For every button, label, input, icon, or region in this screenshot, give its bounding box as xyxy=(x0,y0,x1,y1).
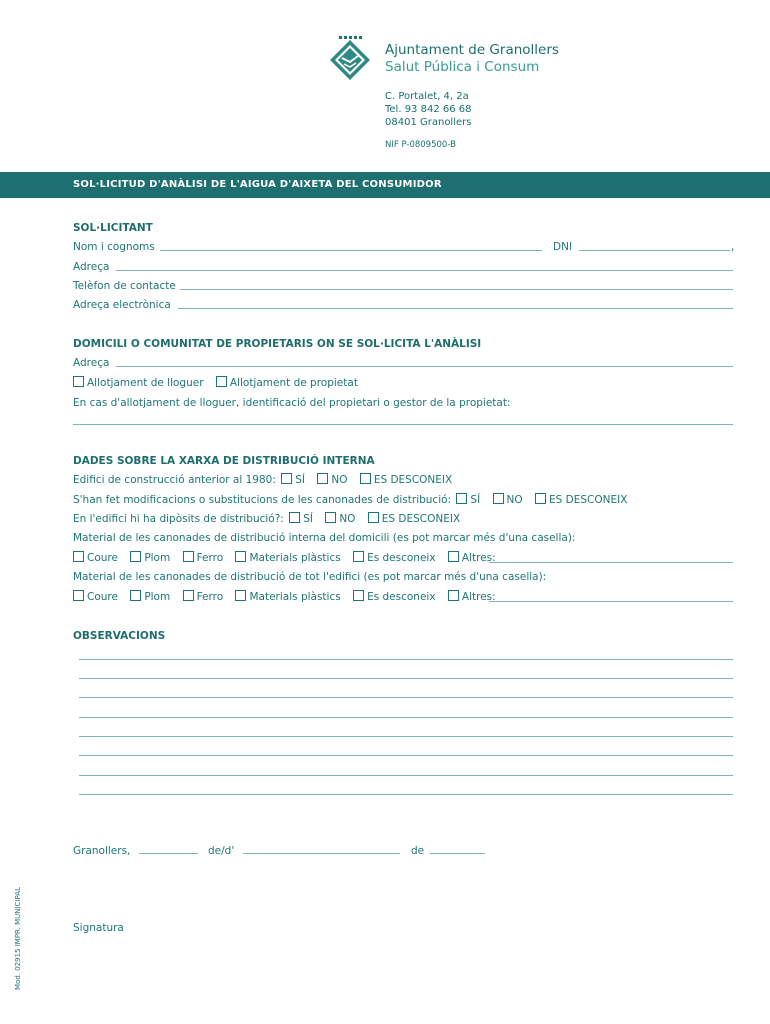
building-unknown-label: Es desconeix xyxy=(367,591,436,603)
email-label: Adreça electrònica xyxy=(73,299,171,311)
q3-yes-label: SÍ xyxy=(303,513,313,525)
building-other-checkbox[interactable] xyxy=(448,590,459,601)
place-label: Granollers, xyxy=(73,845,131,857)
observations-line[interactable] xyxy=(79,755,733,756)
q1-unknown-checkbox[interactable] xyxy=(360,473,371,484)
day-field[interactable] xyxy=(139,853,198,854)
postal-line: 08401 Granollers xyxy=(385,117,472,128)
name-field[interactable] xyxy=(160,250,542,251)
of-month-label: de/d' xyxy=(208,845,235,857)
address-label: Adreça xyxy=(73,261,110,273)
address-line: C. Portalet, 4, 2a xyxy=(385,91,469,102)
q3-no-checkbox[interactable] xyxy=(325,512,336,523)
q3-unknown-label: ES DESCONEIX xyxy=(381,513,461,525)
form-title: SOL·LICITUD D'ANÀLISI DE L'AIGUA D'AIXETA DEL CONSUMIDOR xyxy=(73,179,442,190)
home-iron-checkbox[interactable] xyxy=(183,551,194,562)
building-other-label: Altres: xyxy=(461,591,496,603)
rental-checkbox[interactable] xyxy=(73,376,84,387)
q3-no-label: NO xyxy=(339,513,356,525)
building-plastic-checkbox[interactable] xyxy=(235,590,246,601)
q2-label: S'han fet modificacions o substitucions de les canonades de distribució: xyxy=(73,494,452,506)
material-building-label: Material de les canonades de distribució de tot l'edifici (es pot marcar més d'una casella): xyxy=(73,571,547,583)
q2-unknown-label: ES DESCONEIX xyxy=(549,494,628,506)
coat-of-arms-logo xyxy=(330,36,370,82)
q2-no-label: NO xyxy=(506,494,523,506)
q1-no-label: NO xyxy=(331,474,348,486)
network-heading: DADES SOBRE LA XARXA DE DISTRIBUCIÓ INTERNA xyxy=(73,455,375,467)
observations-heading: OBSERVACIONS xyxy=(73,630,166,642)
home-other-checkbox[interactable] xyxy=(448,551,459,562)
department-name: Salut Pública i Consum xyxy=(385,59,540,75)
tenure-options xyxy=(73,376,358,389)
observations-line[interactable] xyxy=(79,775,733,776)
q1-yes-checkbox[interactable] xyxy=(281,473,292,484)
observations-line[interactable] xyxy=(79,697,733,698)
q3-label: En l'edifici hi ha dipòsits de distribució?: xyxy=(73,513,284,525)
building-iron-label: Ferro xyxy=(196,591,224,603)
observations-line[interactable] xyxy=(79,794,733,795)
building-iron-checkbox[interactable] xyxy=(183,590,194,601)
q3-yes-checkbox[interactable] xyxy=(289,512,300,523)
home-plastic-label: Materials plàstics xyxy=(249,552,341,564)
form-code: Mod. 02915 IMPR. MUNICIPAL xyxy=(14,887,22,990)
home-copper-label: Coure xyxy=(87,552,118,564)
rental-label: Allotjament de lloguer xyxy=(87,377,204,389)
phone-line: Tel. 93 842 66 68 xyxy=(385,104,472,115)
owned-label: Allotjament de propietat xyxy=(229,377,358,389)
q2-yes-checkbox[interactable] xyxy=(456,493,467,504)
dni-label: DNI xyxy=(553,241,573,253)
form-title-banner xyxy=(0,172,770,198)
building-copper-label: Coure xyxy=(87,591,118,603)
org-name: Ajuntament de Granollers xyxy=(385,42,559,58)
rental-note: En cas d'allotjament de lloguer, identificació del propietari o gestor de la propietat: xyxy=(73,397,511,409)
q1-unknown-label: ES DESCONEIX xyxy=(373,474,453,486)
observations-line[interactable] xyxy=(79,717,733,718)
home-copper-checkbox[interactable] xyxy=(73,551,84,562)
year-field[interactable] xyxy=(430,853,485,854)
property-address-label: Adreça xyxy=(73,357,110,369)
q2-no-checkbox[interactable] xyxy=(493,493,504,504)
property-heading: DOMICILI O COMUNITAT DE PROPIETARIS ON SE SOL·LICITA L'ANÀLISI xyxy=(73,338,482,350)
signature-label: Signatura xyxy=(73,922,124,934)
name-label: Nom i cognoms xyxy=(73,241,155,253)
address-field[interactable] xyxy=(116,270,733,271)
email-field[interactable] xyxy=(178,308,733,309)
home-plastic-checkbox[interactable] xyxy=(235,551,246,562)
dni-field[interactable] xyxy=(579,250,730,251)
month-field[interactable] xyxy=(243,853,400,854)
home-unknown-label: Es desconeix xyxy=(367,552,436,564)
q2-yes-label: SÍ xyxy=(470,494,481,506)
building-other-field[interactable] xyxy=(489,601,733,602)
dni-trailing: , xyxy=(731,241,735,253)
q1-row xyxy=(73,473,452,486)
building-unknown-checkbox[interactable] xyxy=(353,590,364,601)
of-year-label: de xyxy=(411,845,425,857)
q1-label: Edifici de construcció anterior al 1980: xyxy=(73,474,276,486)
observations-line[interactable] xyxy=(79,678,733,679)
home-other-label: Altres: xyxy=(461,552,496,564)
observations-line[interactable] xyxy=(79,659,733,660)
home-other-field[interactable] xyxy=(489,562,733,563)
building-copper-checkbox[interactable] xyxy=(73,590,84,601)
phone-label: Telèfon de contacte xyxy=(73,280,176,292)
home-unknown-checkbox[interactable] xyxy=(353,551,364,562)
owned-checkbox[interactable] xyxy=(216,376,227,387)
q3-row xyxy=(73,512,460,525)
building-lead-label: Plom xyxy=(144,591,171,603)
observations-line[interactable] xyxy=(79,736,733,737)
q1-no-checkbox[interactable] xyxy=(317,473,328,484)
building-plastic-label: Materials plàstics xyxy=(249,591,341,603)
material-building-options xyxy=(73,590,496,603)
q2-unknown-checkbox[interactable] xyxy=(535,493,546,504)
applicant-heading: SOL·LICITANT xyxy=(73,222,153,234)
material-home-label: Material de les canonades de distribució interna del domicili (es pot marcar més d'una casella): xyxy=(73,532,576,544)
home-lead-label: Plom xyxy=(144,552,171,564)
property-address-field[interactable] xyxy=(116,366,733,367)
q3-unknown-checkbox[interactable] xyxy=(368,512,379,523)
nif-line: NIF P-0809500-B xyxy=(385,140,456,150)
owner-field[interactable] xyxy=(73,424,733,425)
home-iron-label: Ferro xyxy=(196,552,224,564)
home-lead-checkbox[interactable] xyxy=(130,551,141,562)
material-home-options xyxy=(73,551,496,564)
q2-row xyxy=(73,493,627,506)
building-lead-checkbox[interactable] xyxy=(130,590,141,601)
q1-yes-label: SÍ xyxy=(295,474,305,486)
phone-field[interactable] xyxy=(180,289,733,290)
